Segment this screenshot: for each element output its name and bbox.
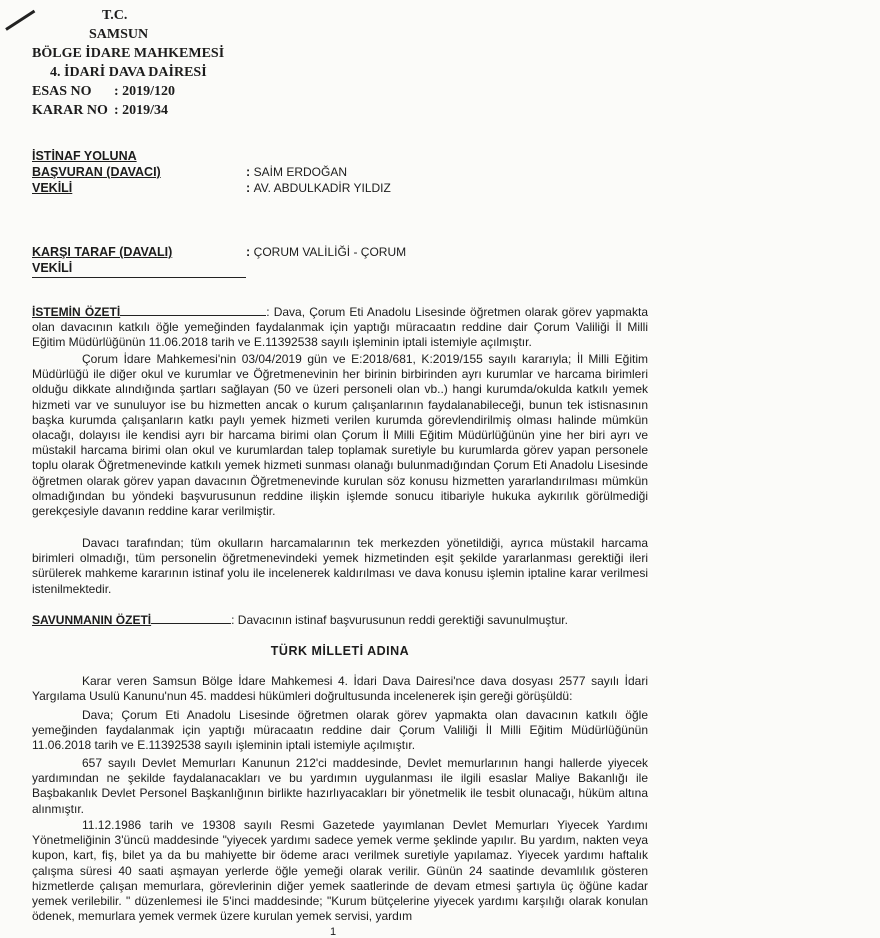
page-number: 1	[330, 926, 337, 938]
verdict-title: TÜRK MİLLETİ ADINA	[270, 644, 410, 658]
basvuran-row	[32, 164, 347, 181]
istemin-p2: Çorum İdare Mahkemesi'nin 03/04/2019 gün ve E:2018/681, K:2019/155 sayılı kararıyla; İl Milli Eğitim Müdürlüğü ile diğer okul ve kurumlar ve Öğretmenevinin her birinin birbirinden ayrı kurumlar ve harcama birimleri olduğu dikkate alındığında şartları sağlayan (50 ve üzeri personeli olan vb..) hangi kurumda/okulda katkılı yemek hizmeti var ve sunuluyor ise bu hizmetten ancak o kurum çalışanlarının faydalanabileceği, bunun tek istisnasının başka kurumda çalışanların katkı paylı yemek hizmeti verilen kurumda görevlendirilmiş olması halinde mümkün olacağı, dolayısı ile kendisi ayrı bir harcama birimi olan Çorum İl Milli Eğitim Müdürlüğünün yine her biri ayrı ve müstakil harcama birimi olan okul ve kurumlardan talep toplamak suretiyle bu kurumlarda görev yapan personele toplu olarak Öğretmenevinde katkılı yemek hizmeti sunması olanağı bulunmadığından Çorum Eti Anadolu Lisesinde öğretmen olarak görev yapan davacının Öğretmenevinde kurulan söz konusu hizmetten yararlandırılması mümkün olmadığından bu yöndeki başvurusunun reddine ilişkin işlemde sonucu itibariyle hukuka aykırılık görülmediği gerekçesiyle davanın reddine karar verilmiştir.	[32, 352, 648, 519]
vekili-label: VEKİLİ	[32, 181, 73, 195]
basvuran-label: BAŞVURAN (DAVACI)	[32, 165, 161, 179]
savunma-row	[32, 612, 648, 628]
karar-label: KARAR NO	[32, 103, 108, 118]
body-p4: 11.12.1986 tarih ve 19308 sayılı Resmi Gazetede yayımlanan Devlet Memurları Yiyecek Yardımı Yönetmeliğinin 3'üncü maddesinde "yiyecek yardımı sadece yemek verme şeklinde yapılır. Bu yardım, nakten veya kupon, kart, fiş, bilet ya da bu mahiyette bir ödeme aracı verilmek suretiyle yapılamaz. Yiyecek yardımı haftalık çalışma süresi 40 saati aşmayan yerlerde öğle yemeği olarak verilir. Günün 24 saatinde devamlılık gösteren hizmetlerde çalışan memurlara, görevlerinin diğer yemek saatlerinde de devam etmesi şartıyla üç öğüne kadar yemek verilebilir. " düzenlemesi ile 5'inci maddesinde; "Kurum bütçelerine yiyecek yardımı karşılığı olarak konulan ödenek, memurlara yemek vermek üzere kurulan yemek servisi, yardım	[32, 818, 648, 924]
karsi-vekili-label: VEKİLİ	[32, 260, 246, 278]
karsi-row	[32, 244, 406, 261]
savunma-heading: SAVUNMANIN ÖZETİ	[32, 613, 152, 627]
header-tc: T.C.	[102, 8, 128, 23]
esas-value: : 2019/120	[114, 84, 176, 99]
basvuran-value: SAİM ERDOĞAN	[253, 165, 348, 179]
header-court: BÖLGE İDARE MAHKEMESİ	[32, 46, 225, 61]
karsi-value: ÇORUM VALİLİĞİ - ÇORUM	[253, 245, 407, 259]
istemin-p3: Davacı tarafından; tüm okulların harcamalarının tek merkezden yönetildiği, ayrıca müstakil harcama birimleri olmadığı, tüm personelin öğretmenevindeki yemek hizmetinden eşit şekilde yararlanması gerektiği ileri sürülerek mahkeme kararının istinaf yolu ile incelenerek kaldırılması ve dava konusu işlemin iptaline karar verilmesi istenilmektedir.	[32, 536, 648, 596]
istinaf-label: İSTİNAF YOLUNA	[32, 149, 137, 163]
karsi-vekili-row	[32, 260, 246, 278]
basvuran-sep: :	[246, 165, 251, 179]
body-p1: Karar veren Samsun Bölge İdare Mahkemesi 4. İdari Dava Dairesi'nce dava dosyası 2577 sayılı İdari Yargılama Usulü Kanunu'nun 45. maddesi hükümleri doğrultusunda incelenerek işin gereği görüşüldü:	[32, 674, 648, 704]
esas-label: ESAS NO	[32, 84, 92, 99]
esas-row	[32, 82, 224, 101]
savunma-underline	[151, 612, 231, 624]
body-p2: Dava; Çorum Eti Anadolu Lisesinde öğretmen olarak görev yapmakta olan davacının katkılı öğle yemeğinden faydalanmak için yaptığı müracaatın reddine dair Çorum Valiliği İl Milli Eğitim Müdürlüğünün 11.06.2018 tarih ve E.11392538 sayılı işleminin iptali istemiyle açılmıştır.	[32, 708, 648, 753]
karar-value: : 2019/34	[114, 103, 169, 118]
vekili-row	[32, 180, 391, 197]
savunma-text: : Davacının istinaf başvurusunun reddi gerektiği savunulmuştur.	[231, 613, 568, 627]
istemin-p1	[32, 304, 648, 351]
header-city: SAMSUN	[89, 27, 149, 42]
body-p3: 657 sayılı Devlet Memurları Kanunun 212'ci maddesinde, Devlet memurlarının hangi hallerde yiyecek yardımından ne şekilde faydalanacakları ve bu yardımın uygulanması ile ilgili esaslar Maliye Bakanlığı ile Başbakanlık Devlet Personel Başkanlığının birlikte hazırlıyacakları bir yönetmelik ile tesbit olunacağı, hüküm altına alınmıştır.	[32, 756, 648, 816]
vekili-value: AV. ABDULKADİR YILDIZ	[253, 181, 391, 195]
pen-mark	[5, 10, 35, 31]
karar-row	[32, 101, 224, 120]
header-chamber: 4. İDARİ DAVA DAİRESİ	[50, 65, 207, 80]
istemin-heading: İSTEMİN ÖZETİ	[32, 305, 121, 319]
karsi-label: KARŞI TARAF (DAVALI)	[32, 245, 173, 259]
istemin-underline	[120, 304, 266, 316]
istinaf-row	[32, 148, 137, 165]
vekili-sep: :	[246, 181, 251, 195]
karsi-sep: :	[246, 245, 251, 259]
court-header	[32, 6, 224, 120]
istemin-text: : Dava, Çorum Eti Anadolu Lisesinde öğretmen olarak görev yapmakta olan davacının katkılı öğle yemeğinden faydalanmak için yaptığı müracaatın reddine dair Çorum Valiliği İl Milli Eğitim Müdürlüğünün 11.06.2018 tarih ve E.11392538 sayılı işleminin iptali istemiyle açılmıştır.	[32, 305, 648, 350]
